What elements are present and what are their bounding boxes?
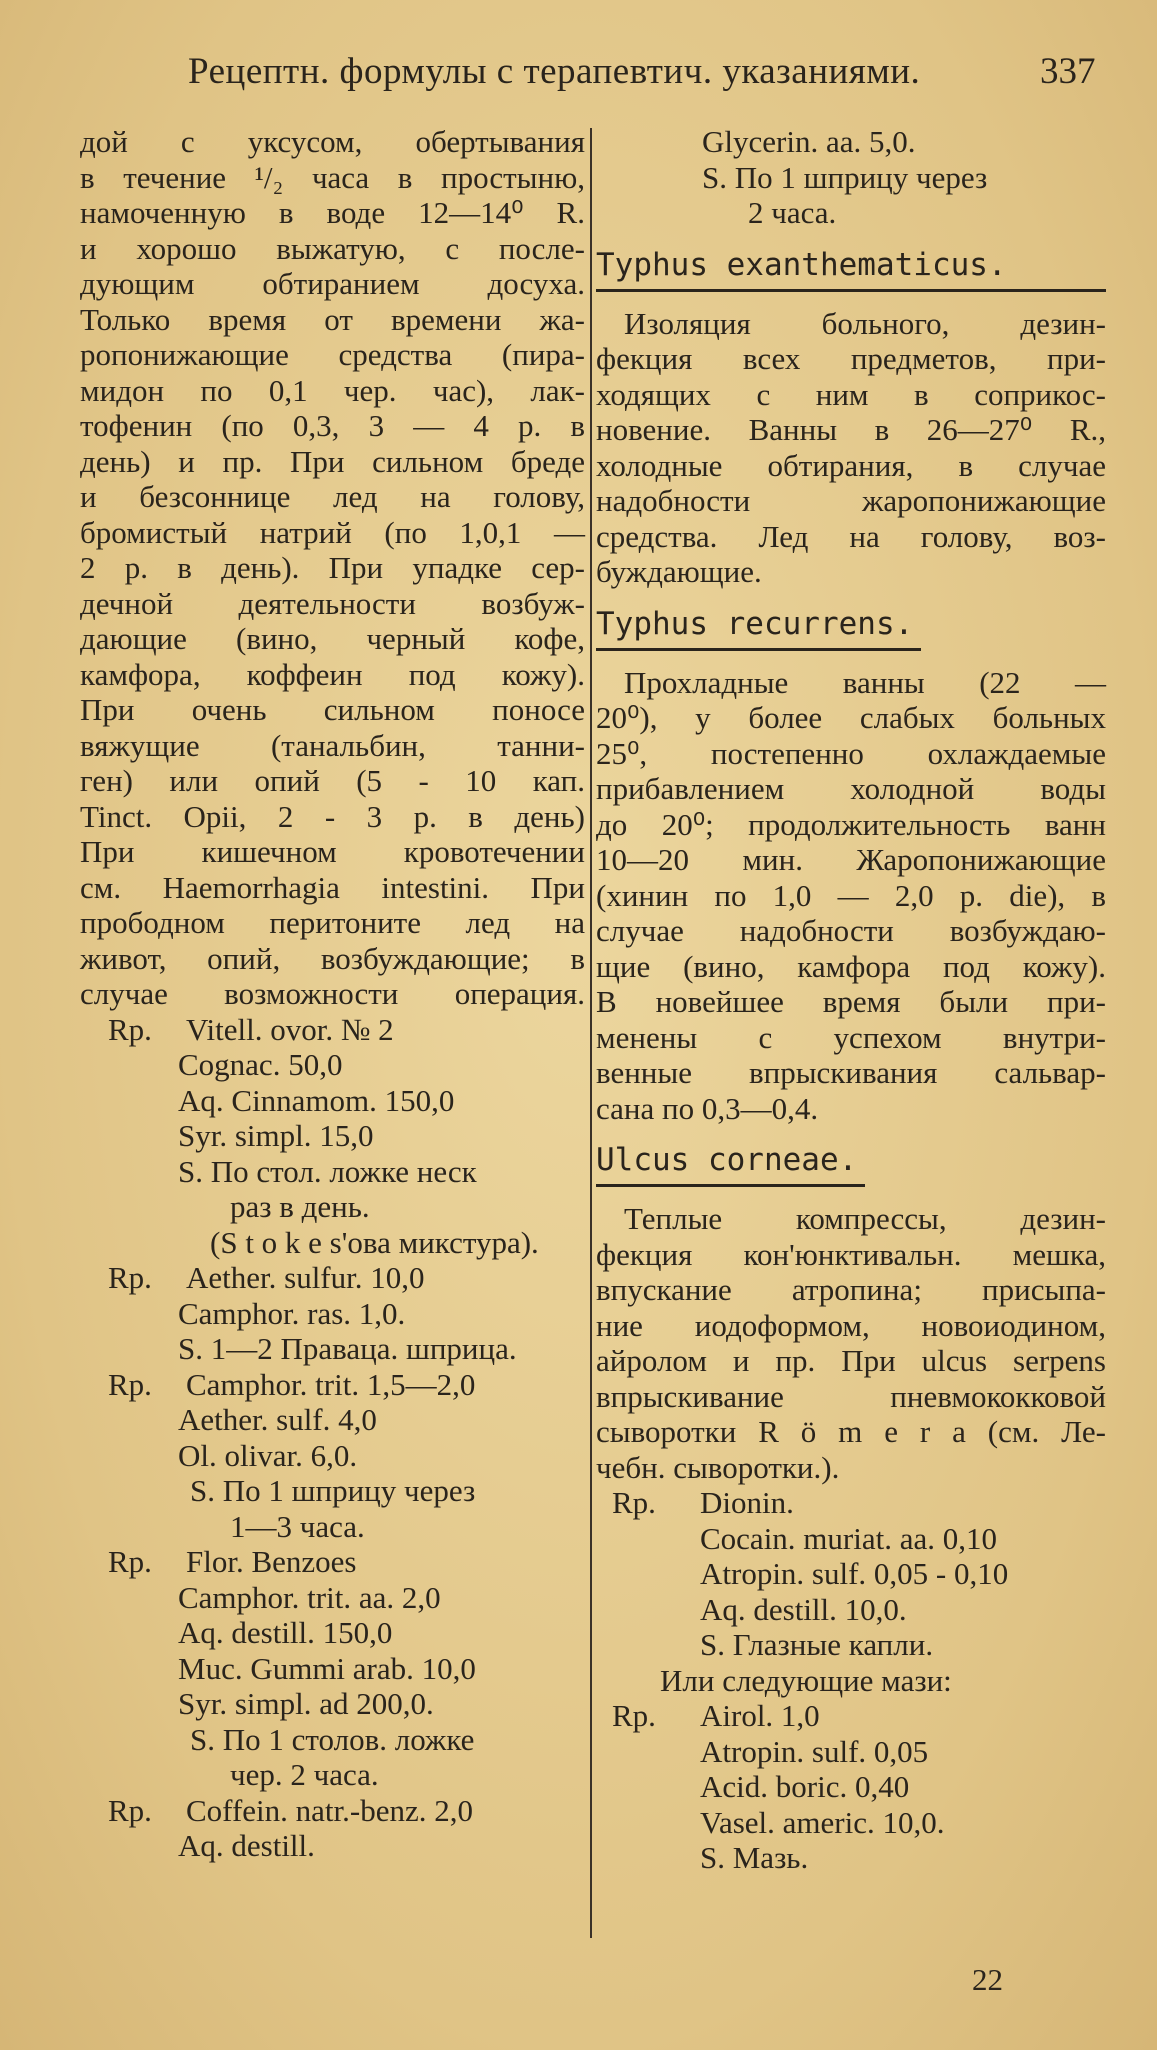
recipe-note: (S t o k e s'ова микстура). (210, 1224, 539, 1260)
recipe-ingredient: Syr. simpl. ad 200,0. (178, 1686, 434, 1721)
text-line: ходящих с ним в соприкос- (596, 376, 1106, 412)
page-header (0, 50, 1157, 100)
rp-label: Rp. (108, 1544, 152, 1579)
text-line: венные впрыскивания сальвар- (596, 1055, 1106, 1090)
section-typhus-recurrens (596, 590, 1106, 1127)
right-column (596, 124, 1106, 1876)
recipe-ingredient: Glycerin. aa. 5,0. (702, 124, 916, 159)
section-heading: Typhus recurrens. (596, 604, 921, 651)
recipe-ingredient: Aq. destill. (178, 1828, 315, 1863)
signature-mark: 22 (972, 1962, 1003, 1997)
text-line: 10—20 мин. Жаропонижающие (596, 842, 1106, 877)
recipe-ingredient: Vasel. americ. 10,0. (700, 1804, 945, 1840)
recipe-ingredient: Camphor. ras. 1,0. (178, 1295, 406, 1331)
recipe-signa: S. По стол. ложке неск (178, 1153, 477, 1189)
recipe-ingredient: Atropin. sulf. 0,05 - 0,10 (700, 1556, 1009, 1591)
text-line: Только время от времени жа- (80, 301, 585, 337)
text-line: прободном перитоните лед на (80, 905, 585, 940)
text-line: Теплые компрессы, дезин- (624, 1201, 1106, 1236)
text-line: дой с уксусом, обертывания (80, 124, 585, 159)
text-line: фекция всех предметов, при- (596, 341, 1106, 376)
recipe-signa: S. 1—2 Праваца. шприца. (178, 1331, 517, 1366)
text-line: ние иодоформом, новоиодином, (596, 1307, 1106, 1343)
text-line: случае возможности операция. (80, 976, 585, 1011)
text-line: 2 р. в день). При упадке сер- (80, 550, 585, 585)
recipe-ingredient: Muc. Gummi arab. 10,0 (178, 1650, 476, 1686)
recipe-block (596, 1663, 1106, 1876)
recipe-ingredient: Syr. simpl. 15,0 (178, 1118, 374, 1153)
recipe-ingredient: Airol. 1,0 (700, 1698, 820, 1733)
text-line: до 20⁰; продолжительность ванн (596, 806, 1106, 842)
text-line: 20⁰), у более слабых больных (596, 700, 1106, 735)
recipe-ingredient: Cognac. 50,0 (178, 1047, 343, 1082)
text-line: ропонижающие средства (пира- (80, 337, 585, 372)
text-line: холодные обтирания, в случае (596, 447, 1106, 483)
text-line: щие (вино, камфора под кожу). (596, 948, 1106, 984)
recipe-ingredient: Aether. sulfur. 10,0 (186, 1260, 425, 1295)
text-line: дечной деятельности возбуж- (80, 585, 585, 621)
text-line: см. Haemorrhagia intestini. При (80, 869, 585, 905)
text-line: и безсоннице лед на голову, (80, 479, 585, 514)
column-divider (590, 128, 592, 1938)
recipe-signa: S. По 1 шприцу через (702, 159, 988, 195)
recipe-ingredient: Cocain. muriat. aa. 0,10 (700, 1520, 997, 1556)
recipe-ingredient: Vitell. ovor. № 2 (186, 1011, 394, 1047)
text-line: мидон по 0,1 чер. час), лак- (80, 372, 585, 408)
text-line: бромистый натрий (по 1,0,1 — (80, 514, 585, 550)
text-line: случае надобности возбуждаю- (596, 913, 1106, 948)
rp-label: Rp. (108, 1260, 152, 1295)
recipe-signa: 2 часа. (748, 195, 837, 230)
section-heading: Ulcus corneae. (596, 1140, 865, 1187)
page-number: 337 (1040, 51, 1096, 92)
text-line: и хорошо выжатую, с после- (80, 230, 585, 266)
recipe-block (596, 1485, 1106, 1663)
text-line: намоченную в воде 12—14⁰ R. (80, 195, 585, 230)
text-line: буждающие. (596, 554, 762, 589)
text-line: При очень сильном поносе (80, 692, 585, 727)
text-line: сыворотки R ö m e r a (см. Ле- (596, 1414, 1106, 1449)
text-line: (хинин по 1,0 — 2,0 р. die), в (596, 877, 1106, 913)
recipe-ingredient: Coffein. natr.-benz. 2,0 (186, 1792, 473, 1828)
text-line: впускание атропина; присыпа- (596, 1272, 1106, 1307)
recipe-signa: раз в день. (230, 1189, 370, 1224)
recipe-ingredient: Ol. olivar. 6,0. (178, 1437, 358, 1473)
text-line: камфора, коффеин под кожу). (80, 656, 585, 692)
recipe-block (80, 1367, 585, 1545)
text-line: прибавлением холодной воды (596, 771, 1106, 806)
recipe-ingredient: Flor. Benzoes (186, 1544, 357, 1579)
text-line: Прохладные ванны (22 — (624, 664, 1106, 700)
recipe-ingredient: Aether. sulf. 4,0 (178, 1402, 377, 1437)
recipe-block (80, 1544, 585, 1793)
text-line: В новейшее время были при- (596, 984, 1106, 1019)
recipe-signa: S. По 1 шприцу через (190, 1473, 476, 1508)
text-line: фекция кон'юнктивальн. мешка, (596, 1236, 1106, 1272)
rp-label: Rp. (108, 1792, 152, 1828)
text-line: средства. Лед на голову, воз- (596, 518, 1106, 554)
text-line: Tinct. Opii, 2 - 3 р. в день) (80, 798, 585, 834)
text-line: чебн. сыворотки.). (596, 1449, 840, 1485)
recipe-signa: 1—3 часа. (230, 1508, 365, 1544)
text-line: день) и пр. При сильном бреде (80, 443, 585, 479)
recipe-ingredient: Acid. boric. 0,40 (700, 1769, 910, 1804)
section-typhus-exanthematicus (596, 245, 1106, 590)
section-ulcus-corneae (596, 1126, 1106, 1485)
recipe-block (80, 1260, 585, 1367)
recipe-continuation (596, 124, 1106, 231)
text-line: 25⁰, постепенно охлаждаемые (596, 735, 1106, 771)
text-line: новение. Ванны в 26—27⁰ R., (596, 412, 1106, 447)
recipe-block (80, 1012, 585, 1261)
recipe-signa: S. По 1 столов. ложке (190, 1721, 475, 1757)
rp-label: Rp. (612, 1698, 656, 1733)
section-heading: Typhus exanthematicus. (596, 245, 1106, 292)
recipe-ingredient: Camphor. trit. aa. 2,0 (178, 1579, 441, 1615)
recipe-ingredient: Aq. destill. 10,0. (700, 1591, 907, 1627)
recipe-ingredient: Aq. Cinnamom. 150,0 (178, 1082, 455, 1118)
text-line: Изоляция больного, дезин- (624, 305, 1106, 341)
text-line: айролом и пр. При ulcus serpens (596, 1343, 1106, 1378)
left-paragraph (80, 124, 585, 1012)
rp-label: Rp. (108, 1366, 152, 1402)
running-title: Рецептн. формулы с терапевтич. указаниями. (188, 51, 921, 92)
recipe-intro: Или следующие мази: (660, 1662, 952, 1698)
text-line: При кишечном кровотечении (80, 834, 585, 869)
rp-label: Rp. (612, 1485, 656, 1520)
text-line: живот, опий, возбуждающие; в (80, 940, 585, 976)
text-line: надобности жаропонижающие (596, 483, 1106, 518)
text-line: менены с успехом внутри- (596, 1019, 1106, 1055)
recipe-signa: чер. 2 часа. (230, 1757, 379, 1792)
recipe-ingredient: Dionin. (700, 1485, 794, 1520)
recipe-ingredient: Atropin. sulf. 0,05 (700, 1733, 929, 1769)
recipe-ingredient: Camphor. trit. 1,5—2,0 (186, 1366, 476, 1402)
text-line: дующим обтиранием досуха. (80, 266, 585, 301)
text-line: сана по 0,3—0,4. (596, 1090, 819, 1126)
text-line: вяжущие (танальбин, танни- (80, 727, 585, 763)
text-line: ген) или опий (5 - 10 кап. (80, 763, 585, 798)
recipe-signa: S. Глазные капли. (700, 1627, 934, 1662)
recipe-ingredient: Aq. destill. 150,0 (178, 1615, 393, 1650)
text-line: тофенин (по 0,3, 3 — 4 р. в (80, 408, 585, 443)
recipe-block (80, 1793, 585, 1864)
text-line: в течение ¹/₂ часа в простыню, (80, 159, 585, 195)
left-column (80, 124, 585, 1864)
recipe-signa: S. Мазь. (700, 1840, 809, 1875)
text-line: дающие (вино, черный кофе, (80, 621, 585, 656)
text-line: впрыскивание пневмококковой (596, 1378, 1106, 1414)
rp-label: Rp. (108, 1011, 152, 1047)
